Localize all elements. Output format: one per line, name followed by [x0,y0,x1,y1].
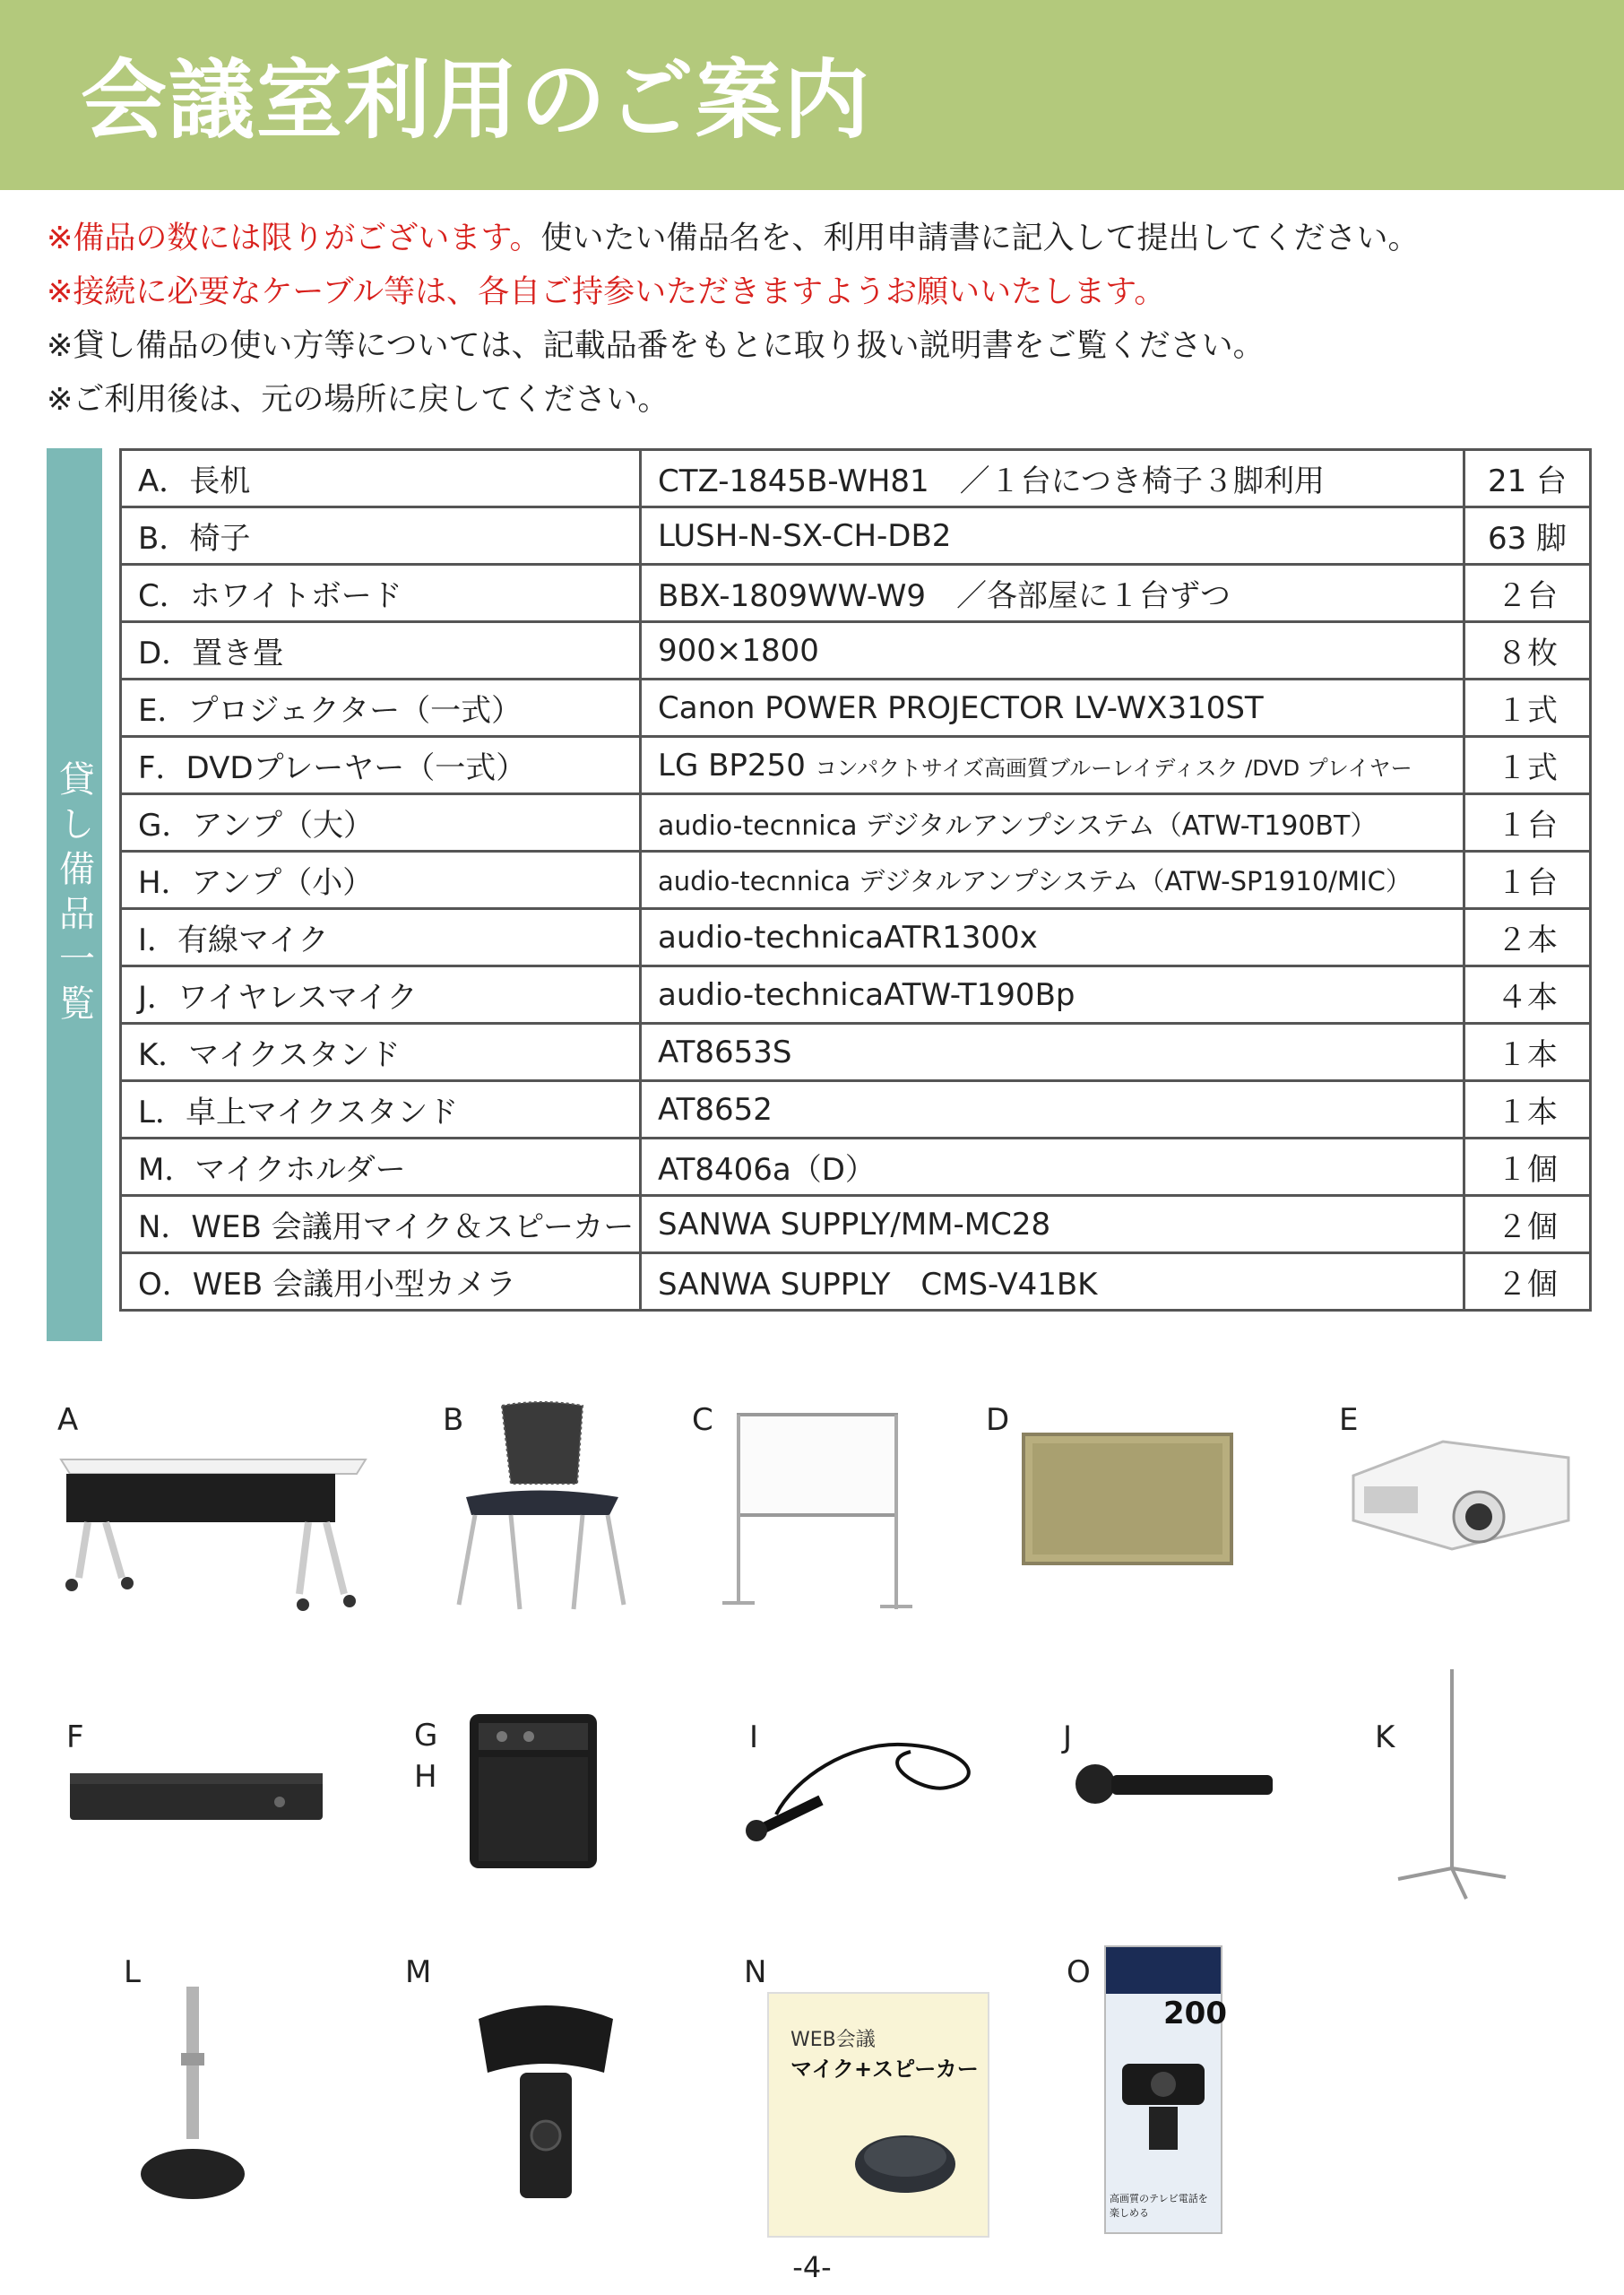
item-name: D．置き畳 [121,622,641,680]
table-row [121,450,1591,507]
page-number: -4- [792,2250,832,2284]
item-quantity: １台 [1464,794,1591,852]
package-count: 200 [1163,1996,1227,2031]
table-row [121,737,1591,794]
item-name: M．マイクホルダー [121,1139,641,1196]
item-name: K．マイクスタンド [121,1024,641,1081]
photo-label-e: E [1339,1402,1359,1438]
item-quantity: ２本 [1464,909,1591,966]
table-row [121,909,1591,966]
item-name: N．WEB 会議用マイク＆スピーカー [121,1196,641,1253]
webcam-icon [1117,2055,1210,2162]
tatami-mat-image [1020,1431,1235,1567]
wired-mic-image [740,1725,1000,1841]
item-model: LG BP250 コンパクトサイズ高画質ブルーレイディスク /DVD プレイヤー [641,737,1464,794]
table-row [121,1139,1591,1196]
item-name: C．ホワイトボード [121,565,641,622]
web-mic-speaker-package [767,1992,989,2238]
mic-holder-image [461,2001,631,2207]
web-camera-package [1104,1945,1227,2234]
item-model: AT8652 [641,1081,1464,1139]
projector-image [1344,1431,1577,1556]
package-title-2: マイク+スピーカー [790,2057,979,2082]
page-title: 会議室利用のご案内 [81,50,871,151]
item-quantity: １本 [1464,1024,1591,1081]
table-row [121,680,1591,737]
item-model: LUSH-N-SX-CH-DB2 [641,507,1464,565]
item-model: BBX-1809WW-W9 ／各部屋に１台ずつ [641,565,1464,622]
item-quantity: １本 [1464,1081,1591,1139]
table-row [121,1253,1591,1311]
table-row [121,966,1591,1024]
item-model: CTZ-1845B-WH81 ／１台につき椅子３脚利用 [641,450,1464,507]
item-model: audio-technicaATW-T190Bp [641,966,1464,1024]
speakerphone-icon [850,2119,975,2200]
item-name: I．有線マイク [121,909,641,966]
item-name: A．長机 [121,450,641,507]
item-name: F．DVDプレーヤー（一式） [121,737,641,794]
table-row [121,794,1591,852]
item-model: SANWA SUPPLY/MM-MC28 [641,1196,1464,1253]
item-model: Canon POWER PROJECTOR LV-WX310ST [641,680,1464,737]
photo-label-j: J [1063,1719,1073,1755]
package-title-1: WEB会議 [790,2029,876,2051]
photo-label-b: B [443,1402,464,1438]
item-name: L．卓上マイクスタンド [121,1081,641,1139]
item-model: audio-tecnnica デジタルアンプシステム（ATW-T190BT） [641,794,1464,852]
table-row [121,852,1591,909]
equipment-table [119,448,1592,1312]
amplifier-image [466,1710,600,1872]
item-quantity: ２個 [1464,1196,1591,1253]
item-quantity: １台 [1464,852,1591,909]
dvd-player-image [66,1764,326,1827]
photo-label-d: D [986,1402,1010,1438]
stacking-chair-image [448,1399,636,1614]
package-caption: 高画質のテレビ電話を楽しめる [1110,2193,1208,2219]
table-row [121,507,1591,565]
item-name: B．椅子 [121,507,641,565]
table-row [121,1024,1591,1081]
item-model: SANWA SUPPLY CMS-V41BK [641,1253,1464,1311]
item-quantity: ４本 [1464,966,1591,1024]
item-model: audio-tecnnica デジタルアンプシステム（ATW-SP1910/MIC） [641,852,1464,909]
table-row [121,1196,1591,1253]
photo-label-l: L [124,1954,141,1990]
item-model: audio-technicaATR1300x [641,909,1464,966]
photo-label-o: O [1067,1954,1091,1990]
table-row [121,1081,1591,1139]
notice-4: ※ご利用後は、元の場所に戻してください。 [47,382,669,418]
wireless-mic-image [1072,1757,1278,1811]
photo-label-h: H [414,1759,437,1795]
page-header [0,0,1624,190]
photo-label-g: G [414,1718,438,1754]
table-row [121,622,1591,680]
desk-mic-stand-image [134,1981,251,2205]
whiteboard-image [717,1407,914,1618]
item-model: AT8406a（D） [641,1139,1464,1196]
mic-stand-image [1389,1664,1515,1906]
table-row [121,565,1591,622]
item-name: E．プロジェクター（一式） [121,680,641,737]
notice-2: ※接続に必要なケーブル等は、各自ご持参いただきますようお願いいたします。 [47,274,1166,310]
item-name: H．アンプ（小） [121,852,641,909]
item-quantity: １個 [1464,1139,1591,1196]
item-model: 900×1800 [641,622,1464,680]
item-quantity: ８枚 [1464,622,1591,680]
item-name: G．アンプ（大） [121,794,641,852]
photo-label-n: N [744,1954,767,1990]
item-quantity: １式 [1464,680,1591,737]
photo-label-i: I [749,1719,759,1755]
photo-label-c: C [692,1402,713,1438]
photo-label-a: A [57,1402,79,1438]
notice-3: ※貸し備品の使い方等については、記載品番をもとに取り扱い説明書をご覧ください。 [47,328,1265,364]
item-quantity: １式 [1464,737,1591,794]
item-model: AT8653S [641,1024,1464,1081]
item-name: O．WEB 会議用小型カメラ [121,1253,641,1311]
item-model-note: コンパクトサイズ高画質ブルーレイディスク /DVD プレイヤー [815,755,1412,781]
photo-label-m: M [405,1954,432,1990]
item-quantity: 21 台 [1464,450,1591,507]
item-quantity: ２個 [1464,1253,1591,1311]
photo-label-f: F [66,1719,84,1755]
equipment-list-label: 貸し備品一覧 [47,448,102,1341]
item-name: J．ワイヤレスマイク [121,966,641,1024]
item-quantity: ２台 [1464,565,1591,622]
photo-label-k: K [1375,1719,1395,1755]
long-desk-image [52,1443,375,1623]
item-quantity: 63 脚 [1464,507,1591,565]
notice-list [47,212,1588,427]
notice-1: ※備品の数には限りがございます。使いたい備品名を、利用申請書に記入して提出してください。 [47,221,1420,256]
